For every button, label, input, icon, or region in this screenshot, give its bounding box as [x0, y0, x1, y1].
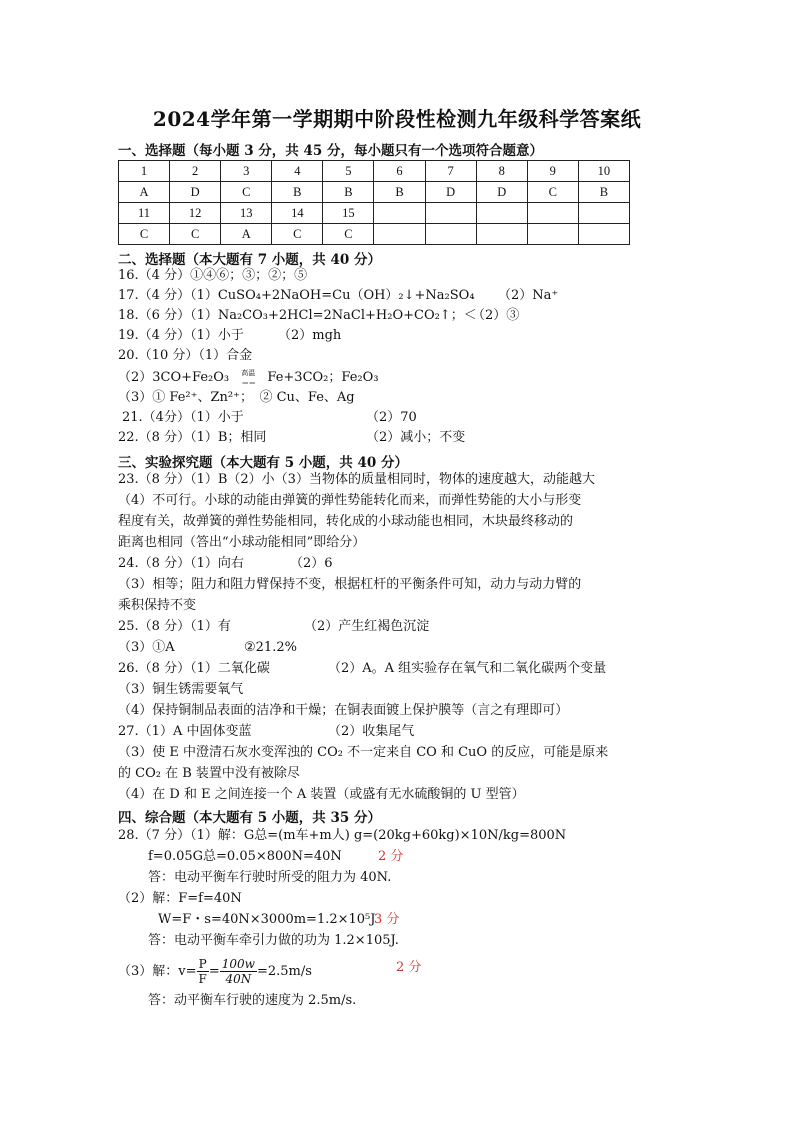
equals-sign-icon: ＝＝ — [241, 378, 256, 388]
answer-q17-part2: （2）Na⁺ — [498, 288, 559, 303]
equals-sign: = — [208, 964, 220, 979]
answer-q25-part2: （2）产生红褐色沉淀 — [304, 619, 430, 634]
answer-q23-line4: 距离也相同（答出“小球动能相同”即给分） — [118, 535, 366, 550]
answer-q16: 16.（4 分）①④⑥；③；②；⑤ — [118, 268, 308, 283]
answer-q24-part1: 24.（8 分）（1）向右 — [118, 556, 244, 571]
table-cell: 5 — [323, 161, 374, 182]
score-mark: 2 分 — [396, 960, 422, 975]
table-cell: B — [272, 182, 323, 203]
table-cell: C — [323, 224, 374, 245]
answer-q20-part3: （3）① Fe²⁺、Zn²⁺； ② Cu、Fe、Ag — [118, 390, 355, 405]
table-cell: 15 — [323, 203, 374, 224]
answer-q28-line6: 答：电动平衡车牵引力做的功为 1.2×105J. — [148, 933, 399, 948]
score-mark: 2 分 — [378, 849, 404, 864]
answer-q18-part1: 18.（6 分）（1）Na₂CO₃+2HCl=2NaCl+H₂O+CO₂↑；＜ — [118, 308, 477, 323]
table-cell — [578, 224, 629, 245]
answer-q27-line3: 的 CO₂ 在 B 装置中没有被除尽 — [118, 766, 300, 781]
q20-equation-left: （2）3CO+Fe₂O₃ — [118, 370, 230, 385]
reaction-condition-label: 高温 — [241, 368, 256, 377]
table-cell: D — [476, 182, 527, 203]
fraction-p-over-f — [197, 957, 209, 986]
answer-q24-line2: （3）相等；阻力和阻力臂保持不变，根据杠杆的平衡条件可知，动力与动力臂的 — [118, 577, 582, 592]
section3-heading: 三、实验探究题（本大题有 5 小题，共 40 分） — [118, 455, 408, 471]
fraction-denominator: F — [198, 972, 207, 986]
table-cell: B — [374, 182, 425, 203]
answer-q23-line2: （4）不可行。小球的动能由弹簧的弹性势能转化而来，而弹性势能的大小与形变 — [118, 493, 582, 508]
section2-heading: 二、选择题（本大题有 7 小题，共 40 分） — [118, 252, 381, 268]
answer-q27-part1: 27.（1）A 中固体变蓝 — [118, 724, 252, 739]
q20-equation-right: Fe+3CO₂；Fe₂O₃ — [267, 370, 379, 385]
answer-q28-line2: f=0.05G总=0.05×800N=40N — [148, 849, 342, 864]
answer-q21-part1: 21.（4分）（1）小于 — [122, 410, 244, 425]
table-cell: C — [170, 224, 221, 245]
answer-q27-line4: （4）在 D 和 E 之间连接一个 A 装置（或盛有无水硫酸铜的 U 型管） — [118, 787, 525, 802]
table-cell — [374, 224, 425, 245]
velocity-label: （3）解：v= — [118, 964, 197, 979]
table-cell: D — [425, 182, 476, 203]
page-title: 2024学年第一学期期中阶段性检测九年级科学答案纸 — [152, 107, 642, 131]
answer-q26-line3: （4）保持铜制品表面的洁净和干燥；在铜表面镀上保护膜等（言之有理即可） — [118, 703, 569, 718]
answer-q27-part2: （2）收集尾气 — [328, 724, 415, 739]
table-cell: 7 — [425, 161, 476, 182]
table-cell: A — [221, 224, 272, 245]
score-mark: 3 分 — [374, 912, 400, 927]
table-cell: 4 — [272, 161, 323, 182]
table-cell: C — [221, 182, 272, 203]
answer-q21-part2: （2）70 — [366, 410, 417, 425]
table-cell: 14 — [272, 203, 323, 224]
answer-q20-part1: 20.（10 分）（1）合金 — [118, 348, 253, 363]
answer-q28-line1: 28.（7 分）（1）解：G总=(m车+m人) g=(20kg+60kg)×10N/kg=800N — [118, 828, 567, 843]
table-cell: D — [170, 182, 221, 203]
answer-q23-line3: 程度有关，故弹簧的弹性势能相同，转化成的小球动能也相同，木块最终移动的 — [118, 514, 574, 529]
table-cell — [578, 203, 629, 224]
table-cell — [425, 203, 476, 224]
answer-q25-part4: ②21.2% — [244, 640, 297, 655]
section4-heading: 四、综合题（本大题有 5 小题，共 35 分） — [118, 810, 381, 826]
table-cell: B — [323, 182, 374, 203]
fraction-numerator: P — [197, 957, 209, 972]
table-cell: C — [119, 224, 170, 245]
section1-heading: 一、选择题（每小题 3 分，共 45 分，每小题只有一个选项符合题意） — [118, 143, 543, 159]
table-cell — [476, 203, 527, 224]
table-cell — [374, 203, 425, 224]
answer-q25-part3: （3）①A — [118, 640, 175, 655]
answer-q19-part1: 19.（4 分）（1）小于 — [118, 328, 244, 343]
table-cell: 13 — [221, 203, 272, 224]
table-cell: 8 — [476, 161, 527, 182]
answer-q19-part2: （2）mgh — [278, 328, 342, 343]
velocity-result: =2.5m/s — [256, 964, 312, 979]
answer-q24-part2: （2）6 — [290, 556, 333, 571]
table-cell: C — [272, 224, 323, 245]
table-cell: A — [119, 182, 170, 203]
answer-q18-part2: （2）③ — [472, 308, 520, 323]
table-cell — [476, 224, 527, 245]
answer-q26-part2: （2）A。A 组实验存在氧气和二氧化碳两个变量 — [328, 661, 607, 676]
table-cell — [425, 224, 476, 245]
answer-q23-line1: 23.（8 分）（1）B（2）小（3）当物体的质量相同时，物体的速度越大，动能越大 — [118, 472, 595, 487]
answer-q27-line2: （3）使 E 中澄清石灰水变浑浊的 CO₂ 不一定来自 CO 和 CuO 的反应，可能是原来 — [118, 745, 609, 760]
table-cell: 3 — [221, 161, 272, 182]
table-cell: 11 — [119, 203, 170, 224]
answer-q28-line3: 答：电动平衡车行驶时所受的阻力为 40N. — [148, 870, 392, 885]
answer-q26-part1: 26.（8 分）（1）二氧化碳 — [118, 661, 270, 676]
answer-table — [118, 160, 630, 245]
fraction-power-over-force — [220, 957, 257, 986]
answer-q17-part1: 17.（4 分）（1）CuSO₄+2NaOH=Cu（OH）₂↓+Na₂SO₄ — [118, 288, 475, 303]
fraction-numerator: 100w — [221, 957, 255, 971]
table-row — [119, 224, 630, 245]
answer-q22-part1: 22.（8 分）（1）B；相同 — [118, 430, 267, 445]
table-cell: C — [527, 182, 578, 203]
answer-q20-part2 — [118, 368, 378, 388]
table-row — [119, 161, 630, 182]
answer-q28-line4: （2）解：F=f=40N — [118, 891, 242, 906]
table-cell: 9 — [527, 161, 578, 182]
table-cell: 1 — [119, 161, 170, 182]
table-row — [119, 182, 630, 203]
answer-q22-part2: （2）减小；不变 — [366, 430, 466, 445]
table-cell: 2 — [170, 161, 221, 182]
fraction-denominator: 40N — [225, 972, 252, 986]
table-cell: 12 — [170, 203, 221, 224]
table-cell — [527, 203, 578, 224]
table-cell: 6 — [374, 161, 425, 182]
table-cell: 10 — [578, 161, 629, 182]
answer-q24-line3: 乘积保持不变 — [118, 598, 197, 613]
answer-q26-line2: （3）铜生锈需要氧气 — [118, 682, 244, 697]
table-row — [119, 203, 630, 224]
answer-q25-part1: 25.（8 分）（1）有 — [118, 619, 231, 634]
answer-q28-line7 — [118, 957, 312, 986]
reaction-condition — [233, 368, 263, 388]
table-cell: B — [578, 182, 629, 203]
answer-q28-line5: W=F・s=40N×3000m=1.2×10⁵J — [158, 912, 376, 927]
table-cell — [527, 224, 578, 245]
answer-q28-line8: 答：动平衡车行驶的速度为 2.5m/s. — [148, 993, 357, 1008]
